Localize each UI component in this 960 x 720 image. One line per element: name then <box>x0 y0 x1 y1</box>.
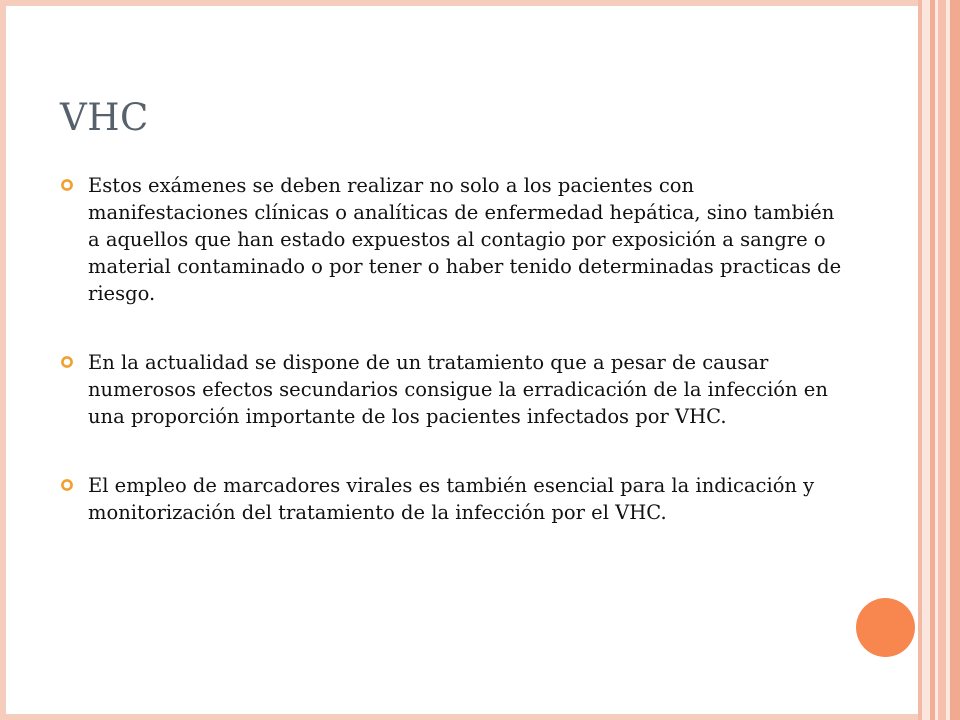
bullet-item <box>60 349 850 430</box>
frame-left-border <box>0 0 6 720</box>
decorative-stripes <box>918 0 960 720</box>
slide-title: VHC <box>60 96 149 139</box>
bullet-list <box>60 172 850 568</box>
frame-top-border <box>0 0 922 6</box>
bullet-item <box>60 172 850 307</box>
ring-bullet-icon <box>60 355 74 369</box>
stripe <box>950 0 960 720</box>
stripe <box>922 0 930 720</box>
ring-bullet-icon <box>60 178 74 192</box>
ring-bullet-icon <box>60 478 74 492</box>
frame-bottom-border <box>0 714 922 720</box>
bullet-text: Estos exámenes se deben realizar no solo a los pacientes con manifestaciones clínicas o analíticas de enfermedad hepática, sino también a aquellos que han estado expuestos al contagio por exposición a sangre o material contaminado o por tener o haber tenido determinadas practicas de riesgo. <box>88 174 842 305</box>
bullet-item <box>60 472 850 526</box>
decorative-orange-circle <box>856 598 915 657</box>
bullet-text: En la actualidad se dispone de un tratamiento que a pesar de causar numerosos efectos secundarios consigue la erradicación de la infección en una proporción importante de los pacientes infectados por VHC. <box>88 351 828 428</box>
bullet-text: El empleo de marcadores virales es también esencial para la indicación y monitorización del tratamiento de la infección por el VHC. <box>88 474 815 524</box>
stripe <box>938 0 946 720</box>
